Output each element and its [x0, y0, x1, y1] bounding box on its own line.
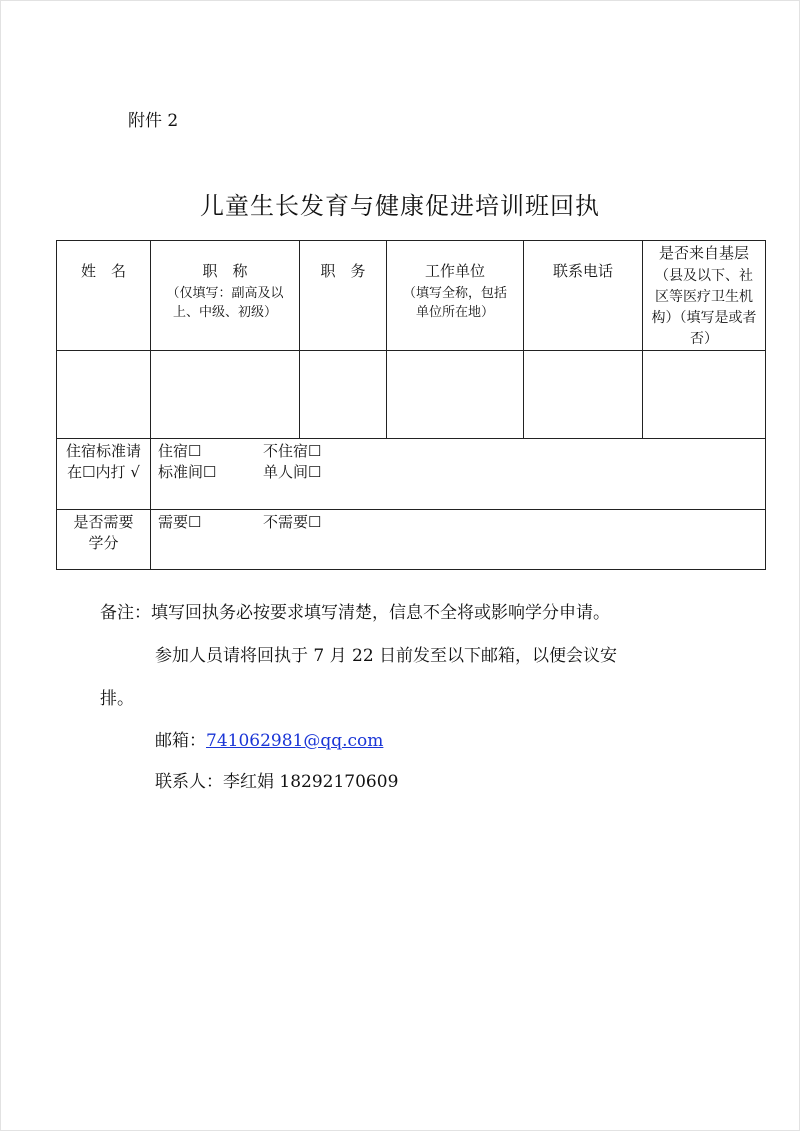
- attachment-label: 附件 2: [128, 111, 179, 131]
- header-name-label: 姓 名: [80, 262, 126, 280]
- option-stay[interactable]: 住宿☐: [158, 442, 202, 460]
- header-title-label: 职 称: [202, 262, 248, 280]
- header-phone-label: 联系电话: [552, 262, 613, 280]
- remark-text: 备注：填写回执务必按要求填写清楚，信息不全将或影响学分申请。: [100, 603, 610, 623]
- accommodation-options: [151, 439, 766, 510]
- option-no-credit[interactable]: 不需要☐: [263, 513, 322, 531]
- email-link[interactable]: 741062981@qq.com: [206, 731, 384, 751]
- header-work-note: （填写全称，包括单位所在地）: [402, 286, 507, 320]
- professional-title-field[interactable]: [151, 351, 300, 439]
- option-single-room[interactable]: 单人间☐: [263, 463, 322, 481]
- entry-row: [57, 351, 766, 439]
- credit-label-text: 是否需要学分: [73, 513, 134, 552]
- credit-label: [57, 510, 151, 570]
- header-row: [57, 241, 766, 351]
- option-need-credit[interactable]: 需要☐: [158, 513, 202, 531]
- accommodation-row: [57, 439, 766, 510]
- option-no-stay[interactable]: 不住宿☐: [263, 442, 322, 460]
- header-position-label: 职 务: [320, 262, 366, 280]
- header-name: [57, 241, 151, 351]
- credit-row: [57, 510, 766, 570]
- accommodation-label-text: 住宿标准请在☐内打 √: [65, 442, 141, 481]
- header-grassroots-label: 是否来自基层: [658, 244, 749, 262]
- header-phone: [524, 241, 643, 351]
- email-line: [155, 726, 383, 751]
- accommodation-label: [57, 439, 151, 510]
- option-standard-room[interactable]: 标准间☐: [158, 463, 217, 481]
- instruction-text: 参加人员请将回执于 7 月 22 日前发至以下邮箱，以便会议安: [155, 646, 618, 666]
- header-grassroots-note: （县及以下、社区等医疗卫生机构）（填写是或者否）: [651, 268, 757, 347]
- contact-line: 联系人：李红娟 18292170609: [155, 772, 399, 792]
- instruction-text-cont: 排。: [100, 689, 134, 709]
- position-field[interactable]: [300, 351, 387, 439]
- work-unit-field[interactable]: [387, 351, 524, 439]
- grassroots-field[interactable]: [643, 351, 766, 439]
- phone-field[interactable]: [524, 351, 643, 439]
- header-title-note: （仅填写：副高及以上、中级、初级）: [166, 286, 284, 320]
- header-position: [300, 241, 387, 351]
- header-grassroots: [643, 241, 766, 351]
- name-field[interactable]: [57, 351, 151, 439]
- registration-form-table: [56, 240, 766, 570]
- email-label: 邮箱：: [155, 731, 206, 751]
- header-professional-title: [151, 241, 300, 351]
- document-title: 儿童生长发育与健康促进培训班回执: [200, 192, 600, 220]
- credit-options: [151, 510, 766, 570]
- header-work-label: 工作单位: [424, 262, 485, 280]
- header-work-unit: [387, 241, 524, 351]
